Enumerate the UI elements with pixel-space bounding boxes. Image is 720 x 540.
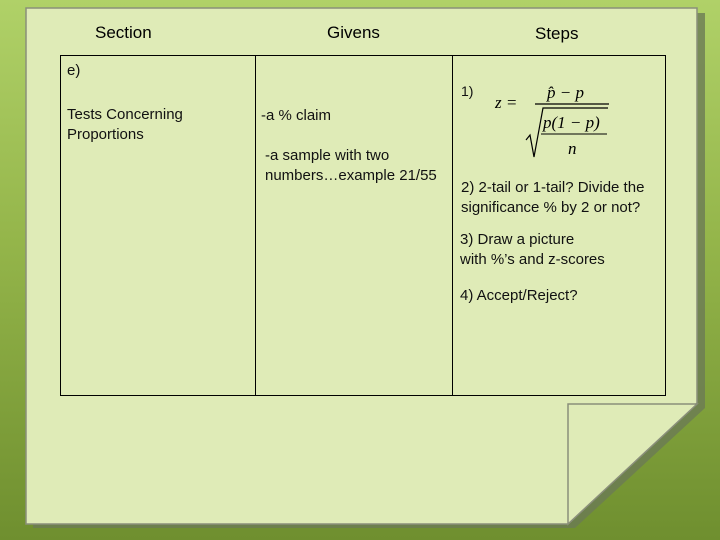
formula-denominator-top: p(1 − p) [543, 113, 600, 132]
formula-numerator: p̂ − p [547, 83, 584, 102]
header-givens: Givens [327, 23, 380, 42]
column-divider [255, 55, 256, 396]
formula-lhs: z = [495, 93, 518, 112]
header-section: Section [95, 23, 152, 42]
step-1: 1) [461, 83, 474, 99]
section-text: Tests Concerning Proportions [67, 106, 183, 143]
given-sample: -a sample with two numbers…example 21/55 [265, 147, 437, 184]
z-formula [493, 78, 618, 160]
column-divider [452, 55, 453, 396]
step-2: 2) 2-tail or 1-tail? Divide the significance % by 2 or not? [461, 179, 645, 216]
step-3: 3) Draw a picture with %’s and z-scores [460, 231, 605, 268]
step-4: 4) Accept/Reject? [460, 287, 578, 304]
formula-denominator-bottom: n [568, 139, 577, 158]
row-label: e) [67, 62, 81, 79]
folded-corner [568, 404, 697, 524]
given-claim: -a % claim [261, 107, 332, 124]
header-steps: Steps [535, 24, 579, 43]
